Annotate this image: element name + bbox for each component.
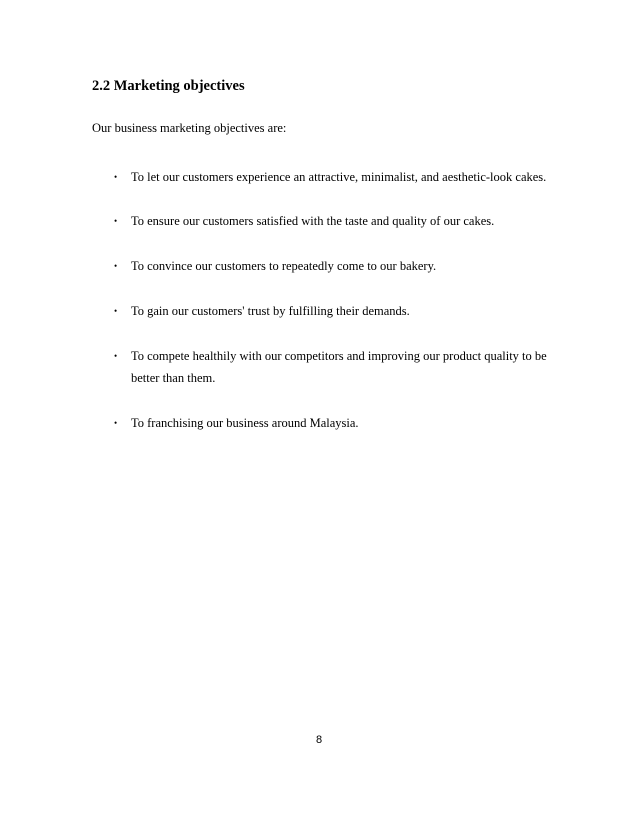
list-item-text: To let our customers experience an attractive, minimalist, and aesthetic-look cakes.: [131, 170, 547, 184]
bullet-icon: •: [114, 172, 118, 182]
intro-paragraph: Our business marketing objectives are:: [92, 121, 287, 135]
list-item: [114, 345, 554, 389]
bullet-icon: •: [114, 351, 118, 361]
bullet-icon: •: [114, 306, 118, 316]
bullet-icon: •: [114, 418, 118, 428]
section-heading: 2.2 Marketing objectives: [92, 78, 245, 94]
list-item: [114, 412, 554, 434]
list-item: [114, 210, 554, 232]
bullet-icon: •: [114, 216, 118, 226]
list-item-text: To compete healthily with our competitors and improving our product quality to be better than them.: [131, 349, 547, 385]
list-item: [114, 300, 554, 322]
page-number: 8: [315, 734, 323, 746]
list-item-text: To ensure our customers satisfied with the taste and quality of our cakes.: [131, 214, 495, 228]
bullet-icon: •: [114, 261, 118, 271]
list-item-text: To convince our customers to repeatedly come to our bakery.: [131, 259, 437, 273]
list-item: [114, 255, 554, 277]
list-item: [114, 166, 554, 188]
list-item-text: To gain our customers' trust by fulfilling their demands.: [131, 304, 410, 318]
list-item-text: To franchising our business around Malaysia.: [131, 416, 359, 430]
